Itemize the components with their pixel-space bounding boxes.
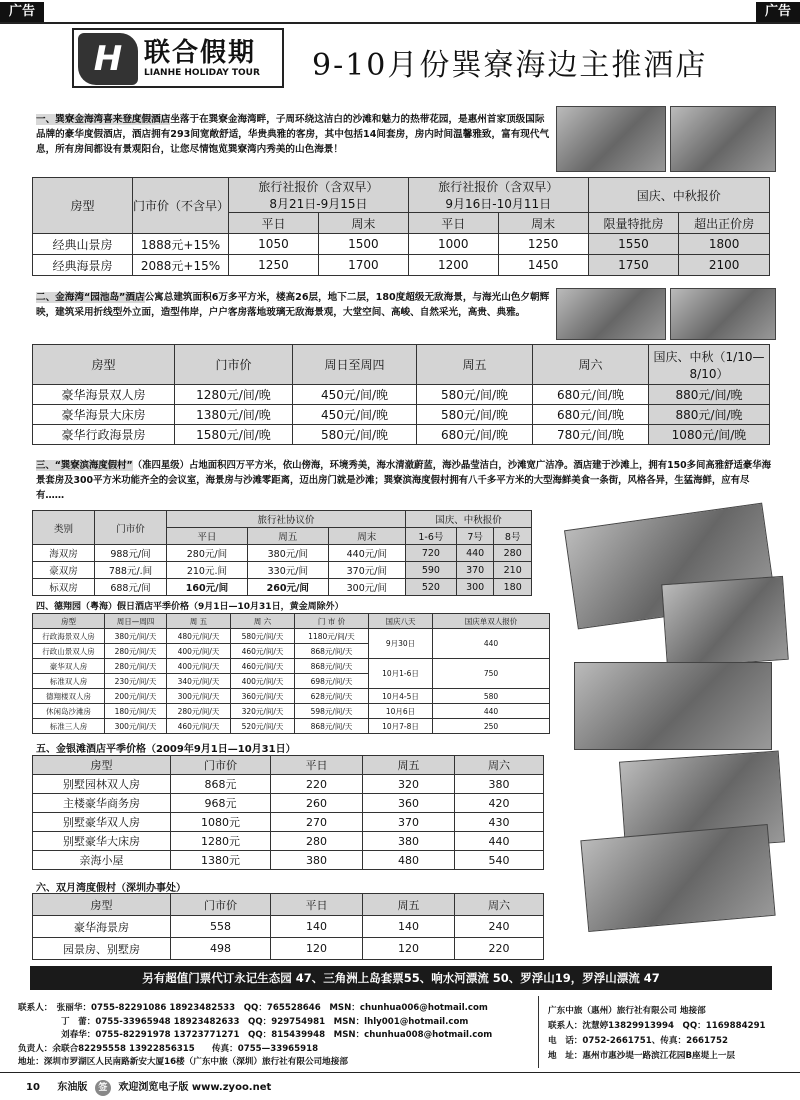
hotel5-title: 五、金银滩酒店平季价格（2009年9月1日—10月31日）: [36, 744, 296, 755]
hotel2-photo-2: [670, 288, 776, 340]
table-row: 经典山景房 1888元+15% 1050 1500 1000 1250 1550 1800: [33, 234, 770, 255]
hotel3-price-table: 类别 门市价 旅行社协议价 国庆、中秋报价 平日 周五 周末 1-6号 7号 8号 海双房 988元/间 280元/间 380元/间 440元/间 720 440 280 豪双房 788元/.间 210元.间 330元/间 370元/间 590 370 210 标双房 688元/间 160元/间 260元/间 300元/间 520 300 180: [32, 510, 532, 596]
th-over: 超出正价房: [679, 213, 770, 234]
hotel5-price-table: 房型 门市价 平日 周五 周六 别墅园林双人房 868元 220 320 380 主楼豪华商务房 968元 260 360 420 别墅豪华双人房 1080元 270 370 430 别墅豪华大床房 1280元 280 380 440 亲海小屋 1380元 380 480 540: [32, 755, 544, 870]
hotel2-desc: 公寓总建筑面积6万多平方米，楼高26层，地下二层，180度超级无敌海景，与海光山色夕朝辉映，建筑采用折线型外立面，造型伟岸，户户客房落地玻璃无敌海景观，大堂空间、高峻、自然采光，高贵、典雅。: [36, 292, 550, 318]
page-number: 10: [26, 1082, 40, 1093]
table-row: 别墅豪华大床房 1280元 280 380 440: [33, 832, 544, 851]
hotel4-price-table: 房型 周日—周四 周 五 周 六 门 市 价 国庆八天 国庆单双人报价 行政海景双人房 380元/间/天 480元/间/天 580元/间/天 1180元/间/天 9月30日 440 行政山景双人房 280元/间/天 400元/间/天 460元/间/天 868元/间/天 豪华双人房 280元/间/天 400元/间/天 460元/间/天 868元/间/天 10月1-6日 750 标准双人房 230元/间/天 340元/间/天 400元/间/天 698元/间/天 德翔楼双人房 200元/间/天 300元/间/天 360元/间/天 628元/间/天 10月4-5日 580 休闲岛沙滩房 180元/间/天 280元/间/天 320元/间/天 598元/间/天 10月6日 440 标准三人房 300元/间/天 460元/间/天 520元/间/天 868元/间/天 10月7-8日 250: [32, 613, 550, 734]
ad-label-left: 广告: [0, 2, 44, 22]
table-row: 别墅豪华双人房 1080元 270 370 430: [33, 813, 544, 832]
ad-label-right: 广告: [756, 2, 800, 22]
th-weekend: 周末: [318, 213, 408, 234]
hotel1-price-table: [32, 177, 770, 276]
hotel6-title: 六、双月湾度假村（深圳办事处）: [36, 883, 186, 894]
th-weekday: 平日: [408, 213, 498, 234]
hotel2-name: 二、金海湾“园池岛”酒店: [36, 292, 145, 303]
hotel2-photo-1: [556, 288, 666, 340]
table-row: 豪华双人房 280元/间/天 400元/间/天 460元/间/天 868元/间/天 10月1-6日 750: [33, 659, 550, 674]
header: [72, 22, 772, 96]
th-room: 房型: [33, 178, 133, 234]
table-row: 行政山景双人房 280元/间/天 400元/间/天 460元/间/天 868元/间/天: [33, 644, 550, 659]
table-row: 亲海小屋 1380元 380 480 540: [33, 851, 544, 870]
th-ag1-date: 8月21日-9月15日: [269, 197, 368, 211]
page-title: 9-10月份巽寮海边主推酒店: [312, 48, 708, 83]
footer: [26, 1078, 271, 1096]
th-weekday: 平日: [229, 213, 319, 234]
logo-mark: H: [78, 33, 138, 85]
hotel1-intro: [36, 112, 550, 157]
contact-divider: [538, 996, 539, 1068]
th-ag1: 旅行社报价（含双早）: [258, 180, 379, 194]
hotel3-desc: （准四星级）占地面积四万平方米，依山傍海，环境秀美，海水清澈蔚蓝，海沙晶莹洁白，沙滩宽广洁净。酒店建于沙滩上，拥有150多间高雅舒适豪华海景套房及300平方米功能齐全的会议室，海景房与沙滩零距离，迈出房门就是沙滩；巽寮滨海度假村拥有八千多平方米的大型海鲜美食一条街，风格各异，生猛海鲜，应有尽有……: [36, 460, 772, 501]
edition: 东油版: [57, 1082, 88, 1093]
hotel1-photo-2: [670, 106, 776, 172]
company-logo: [72, 28, 284, 88]
th-ag2-date: 9月16日-10月11日: [445, 197, 552, 211]
table-row: 豪华海景大床房 1380元/间/晚 450元/间/晚 580元/间/晚 680元/间/晚 880元/间/晚: [33, 405, 770, 425]
contact-right: 广东中旅（惠州）旅行社有限公司 地接部 联系人：沈慧婷13829913994 QQ：1169884291 电 话：0752-2661751、传真：2661752 地 址：惠州市惠沙堤一路滨江花园B座堤上一层: [548, 1006, 766, 1061]
ticket-banner: 另有超值门票代订永记生态园 47、三角洲上岛套票55、响水河漂流 50、罗浮山19，罗浮山漂流 47: [30, 966, 772, 990]
badge-icon: 签: [95, 1080, 111, 1096]
table-row: 海双房 988元/间 280元/间 380元/间 440元/间 720 440 280: [33, 545, 532, 562]
logo-en: LIANHE HOLIDAY TOUR: [144, 68, 260, 78]
footer-url[interactable]: 欢迎浏览电子版 www.zyoo.net: [118, 1082, 272, 1093]
hotel1-name: 一、巽寮金海湾喜来登度假酒店: [36, 114, 171, 125]
table-row: 经典海景房 2088元+15% 1250 1700 1200 1450 1750 2100: [33, 255, 770, 276]
contact-left: 联系人： 张丽华：0755-82291086 18923482533 QQ：765528646 MSN：chunhua006@hotmail.com 丁 蕾：0755-33965948 18923482633 QQ：929754981 MSN：lhly001@hotmail.com 刘春华：0755-82291978 13723771271 QQ：815439948 MSN：chunhua008@hotmail.com 负责人：余联合82295558 13922856315 传真：0755—33965918 地址：深圳市罗湖区人民南路新安大厦16楼（广东中旅（深圳）旅行社有限公司地接部: [18, 1003, 493, 1067]
th-door: 门市价（不含早）: [133, 178, 229, 234]
hotel4-title: 四、德翔园（粤海）假日酒店平季价格（9月1日—10月31日，黄金周除外）: [36, 602, 344, 612]
resort-photo-3: [574, 662, 772, 750]
resort-photo-5: [580, 824, 775, 932]
hotel3-name: 三、“巽寮滨海度假村”: [36, 460, 133, 471]
th-weekend: 周末: [498, 213, 588, 234]
th-holiday: 国庆、中秋报价: [588, 178, 769, 213]
footer-rule: [0, 1072, 800, 1073]
table-row: 标准三人房 300元/间/天 460元/间/天 520元/间/天 868元/间/天 10月7-8日 250: [33, 719, 550, 734]
th-limited: 限量特批房: [588, 213, 679, 234]
table-row: 标双房 688元/间 160元/间 260元/间 300元/间 520 300 180: [33, 579, 532, 596]
table-row: 豪双房 788元/.间 210元.间 330元/间 370元/间 590 370 210: [33, 562, 532, 579]
table-row: 行政海景双人房 380元/间/天 480元/间/天 580元/间/天 1180元/间/天 9月30日 440: [33, 629, 550, 644]
hotel1-desc: 坐落于在巽寮金海湾畔，子周环绕这洁白的沙滩和魅力的热带花园，是惠州首家顶级国际品牌的豪华度假酒店，酒店拥有293间宽敞舒适，华贵典雅的客房，其中包括14间套房，房内时间温馨雅致，富有现代气息，所有房间都设有景观阳台，让您尽情饱览巽寮湾内秀美的山色海景！: [36, 114, 550, 155]
table-row: 园景房、别墅房 498 120 120 220: [33, 938, 544, 960]
logo-cn: 联合假期: [144, 38, 257, 68]
resort-photo-2: [661, 576, 789, 668]
table-row: 德翔楼双人房 200元/间/天 300元/间/天 360元/间/天 628元/间/天 10月4-5日 580: [33, 689, 550, 704]
hotel1-photo-1: [556, 106, 666, 172]
hotel3-intro: [36, 458, 776, 503]
th-ag2: 旅行社报价（含双早）: [438, 180, 559, 194]
table-row: 别墅园林双人房 868元 220 320 380: [33, 775, 544, 794]
table-row: 豪华海景房 558 140 140 240: [33, 916, 544, 938]
table-row: 标准双人房 230元/间/天 340元/间/天 400元/间/天 698元/间/天: [33, 674, 550, 689]
table-row: 豪华海景双人房 1280元/间/晚 450元/间/晚 580元/间/晚 680元/间/晚 880元/间/晚: [33, 385, 770, 405]
hotel2-intro: [36, 290, 556, 320]
table-row: 休闲岛沙滩房 180元/间/天 280元/间/天 320元/间/天 598元/间/天 10月6日 440: [33, 704, 550, 719]
hotel2-price-table: 房型 门市价 周日至周四 周五 周六 国庆、中秋（1/10—8/10） 豪华海景双人房 1280元/间/晚 450元/间/晚 580元/间/晚 680元/间/晚 880元/间/晚 豪华海景大床房 1380元/间/晚 450元/间/晚 580元/间/晚 680元/间/晚 880元/间/晚 豪华行政海景房 1580元/间/晚 580元/间/晚 680元/间/晚 780元/间/晚 1080元/间/晚: [32, 344, 770, 445]
table-row: 豪华行政海景房 1580元/间/晚 580元/间/晚 680元/间/晚 780元/间/晚 1080元/间/晚: [33, 425, 770, 445]
hotel6-price-table: 房型 门市价 平日 周五 周六 豪华海景房 558 140 140 240 园景房、别墅房 498 120 120 220: [32, 893, 544, 960]
table-row: 主楼豪华商务房 968元 260 360 420: [33, 794, 544, 813]
